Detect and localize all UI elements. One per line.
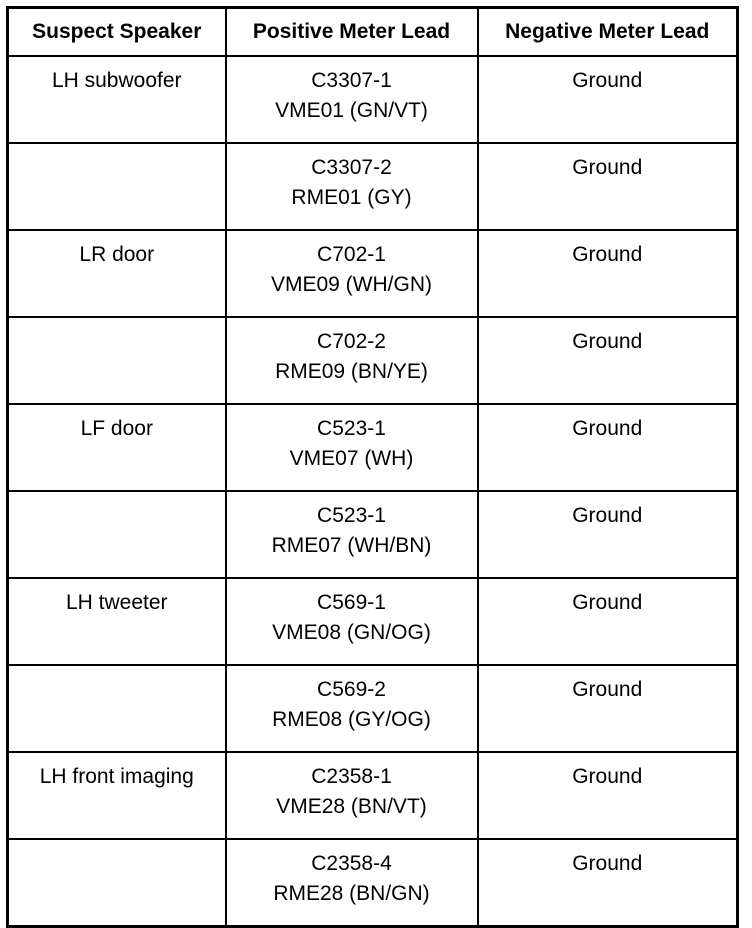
circuit-wire: VME01 (GN/VT) <box>275 99 428 122</box>
connector-pin: C702-1 <box>317 243 386 266</box>
table-body <box>8 56 738 927</box>
negative-lead-cell: Ground <box>478 491 738 578</box>
table-header <box>8 8 738 57</box>
speaker-cell: LH front imaging <box>8 752 226 839</box>
speaker-cell: LH tweeter <box>8 578 226 665</box>
connector-pin: C2358-1 <box>311 765 392 788</box>
connector-pin: C569-1 <box>317 591 386 614</box>
header-positive-meter-lead: Positive Meter Lead <box>226 8 478 57</box>
table-row <box>8 230 738 317</box>
header-suspect-speaker: Suspect Speaker <box>8 8 226 57</box>
negative-lead-cell: Ground <box>478 56 738 143</box>
circuit-wire: VME08 (GN/OG) <box>272 621 431 644</box>
positive-lead-cell <box>226 491 478 578</box>
circuit-wire: VME09 (WH/GN) <box>270 273 432 296</box>
table-row <box>8 839 738 927</box>
positive-lead-cell <box>226 839 478 927</box>
header-row <box>8 8 738 57</box>
circuit-wire: VME07 (WH) <box>289 447 414 470</box>
negative-lead-cell: Ground <box>478 230 738 317</box>
speaker-cell: LH subwoofer <box>8 56 226 143</box>
table-row <box>8 404 738 491</box>
circuit-wire: RME08 (GY/OG) <box>272 708 431 731</box>
speaker-test-table <box>6 6 739 928</box>
positive-lead-cell <box>226 752 478 839</box>
connector-pin: C3307-1 <box>311 69 392 92</box>
table-row <box>8 665 738 752</box>
negative-lead-cell: Ground <box>478 404 738 491</box>
positive-lead-cell <box>226 404 478 491</box>
positive-lead-cell <box>226 56 478 143</box>
connector-pin: C3307-2 <box>311 156 392 179</box>
speaker-cell <box>8 839 226 927</box>
speaker-cell <box>8 143 226 230</box>
negative-lead-cell: Ground <box>478 665 738 752</box>
connector-pin: C523-1 <box>317 417 386 440</box>
speaker-cell <box>8 665 226 752</box>
connector-pin: C702-2 <box>317 330 386 353</box>
table-row <box>8 317 738 404</box>
connector-pin: C2358-4 <box>311 852 392 875</box>
negative-lead-cell: Ground <box>478 752 738 839</box>
speaker-cell: LF door <box>8 404 226 491</box>
circuit-wire: RME01 (GY) <box>291 186 412 209</box>
positive-lead-cell <box>226 665 478 752</box>
table-row <box>8 56 738 143</box>
circuit-wire: VME28 (BN/VT) <box>276 795 427 818</box>
speaker-cell <box>8 317 226 404</box>
circuit-wire: RME09 (BN/YE) <box>275 360 428 383</box>
speaker-cell: LR door <box>8 230 226 317</box>
circuit-wire: RME28 (BN/GN) <box>273 882 430 905</box>
positive-lead-cell <box>226 578 478 665</box>
negative-lead-cell: Ground <box>478 578 738 665</box>
table-row <box>8 752 738 839</box>
header-negative-meter-lead: Negative Meter Lead <box>478 8 738 57</box>
negative-lead-cell: Ground <box>478 143 738 230</box>
positive-lead-cell <box>226 317 478 404</box>
circuit-wire: RME07 (WH/BN) <box>271 534 432 557</box>
connector-pin: C569-2 <box>317 678 386 701</box>
negative-lead-cell: Ground <box>478 839 738 927</box>
connector-pin: C523-1 <box>317 504 386 527</box>
positive-lead-cell <box>226 230 478 317</box>
table-row <box>8 578 738 665</box>
table-row <box>8 143 738 230</box>
negative-lead-cell: Ground <box>478 317 738 404</box>
table-row <box>8 491 738 578</box>
speaker-cell <box>8 491 226 578</box>
positive-lead-cell <box>226 143 478 230</box>
